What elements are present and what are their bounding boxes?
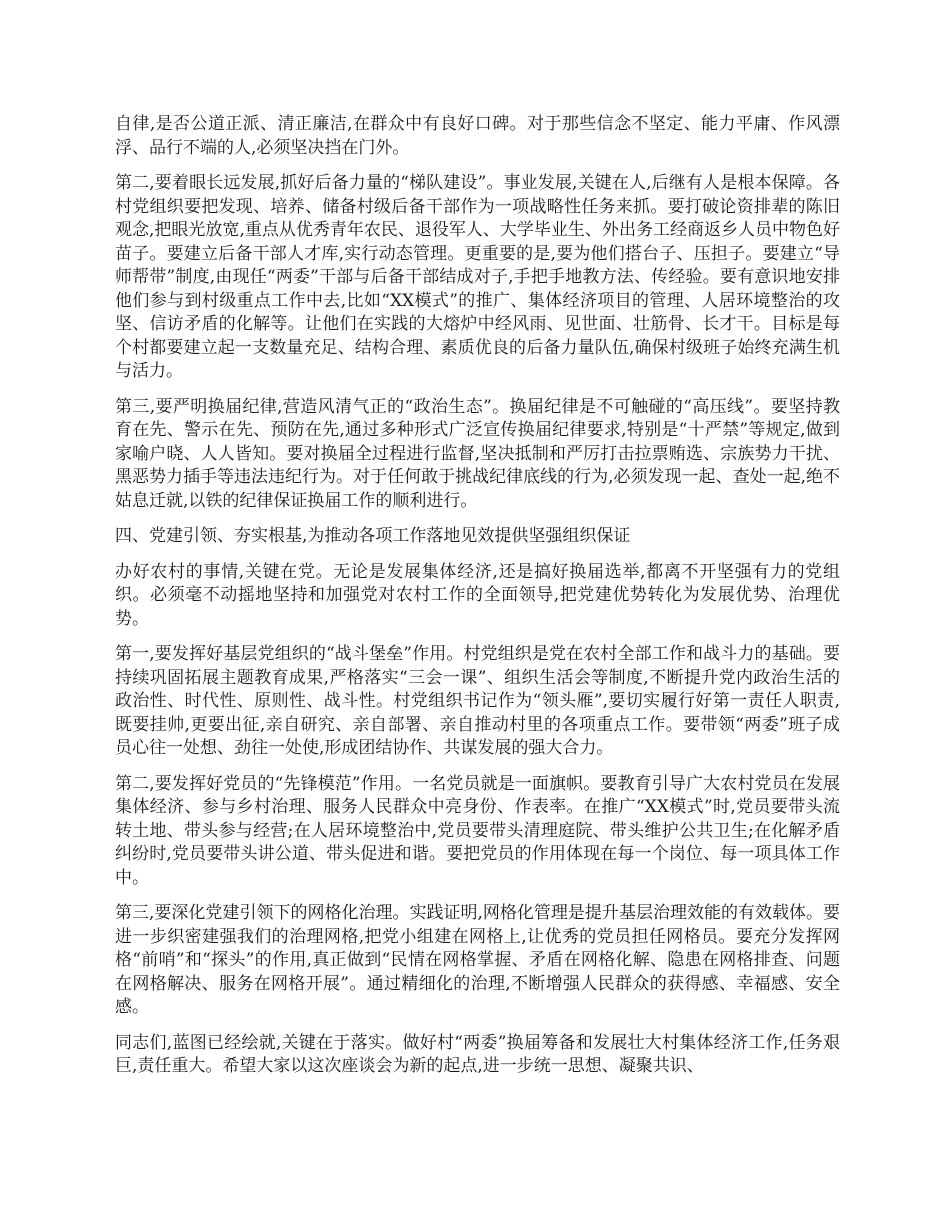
paragraph: 第一,要发挥好基层党组织的“战斗堡垒”作用。村党组织是党在农村全部工作和战斗力的基础。要持续巩固拓展主题教育成果,严格落实“三会一课”、组织生活会等制度,不断提升党内政治生活的政治性、时代性、原则性、战斗性。村党组织书记作为“领头雁”,要切实履行好第一责任人职责,既要挂帅,更要出征,亲自研究、亲自部署、亲自推动村里的各项重点工作。要带领“两委”班子成员心往一处想、劲往一处使,形成团结协作、共谋发展的强大合力。 <box>115 644 840 758</box>
paragraph: 第三,要严明换届纪律,营造风清气正的“政治生态”。换届纪律是不可触碰的“高压线”。要坚持教育在先、警示在先、预防在先,通过多种形式广泛宣传换届纪律要求,特别是“十严禁”等规定,做到家喻户晓、人人皆知。要对换届全过程进行监督,坚决抵制和严厉打击拉票贿选、宗族势力干扰、黑恶势力插手等违法违纪行为。对于任何敢于挑战纪律底线的行为,必须发现一起、查处一起,绝不姑息迁就,以铁的纪律保证换届工作的顺利进行。 <box>115 396 840 511</box>
paragraph: 第三,要深化党建引领下的网格化治理。实践证明,网格化管理是提升基层治理效能的有效载体。要进一步织密建强我们的治理网格,把党小组建在网格上,让优秀的党员担任网格员。要充分发挥网格“前哨”和“探头”的作用,真正做到“民情在网格掌握、矛盾在网格化解、隐患在网格排查、问题在网格解决、服务在网格开展”。通过精细化的治理,不断增强人民群众的获得感、幸福感、安全感。 <box>115 903 840 1017</box>
paragraph: 第二,要着眼长远发展,抓好后备力量的“梯队建设”。事业发展,关键在人,后继有人是根本保障。各村党组织要把发现、培养、储备村级后备干部作为一项战略性任务来抓。要打破论资排辈的陈旧观念,把眼光放宽,重点从优秀青年农民、退役军人、大学毕业生、外出务工经商返乡人员中物色好苗子。要建立后备干部人才库,实行动态管理。更重要的是,要为他们搭台子、压担子。要建立“导师帮带”制度,由现任“两委”干部与后备干部结成对子,手把手地教方法、传经验。要有意识地安排他们参与到村级重点工作中去,比如“XX模式”的推广、集体经济项目的管理、人居环境整治的攻坚、信访矛盾的化解等。让他们在实践的大熔炉中经风雨、见世面、壮筋骨、长才干。目标是每个村都要建立起一支数量充足、结构合理、素质优良的后备力量队伍,确保村级班子始终充满生机与活力。 <box>115 173 840 381</box>
paragraph: 办好农村的事情,关键在党。无论是发展集体经济,还是搞好换届选举,都离不开坚强有力的党组织。必须毫不动摇地坚持和加强党对农村工作的全面领导,把党建优势转化为发展优势、治理优势。 <box>115 561 840 629</box>
paragraph: 第二,要发挥好党员的“先锋模范”作用。一名党员就是一面旗帜。要教育引导广大农村党员在发展集体经济、参与乡村治理、服务人民群众中亮身份、作表率。在推广“XX模式”时,党员要带头流转土地、带头参与经营;在人居环境整治中,党员要带头清理庭院、带头维护公共卫生;在化解矛盾纠纷时,党员要带头讲公道、带头促进和谐。要把党员的作用体现在每一个岗位、每一项具体工作中。 <box>115 773 840 888</box>
paragraph: 自律,是否公道正派、清正廉洁,在群众中有良好口碑。对于那些信念不坚定、能力平庸、作风漂浮、品行不端的人,必须坚决挡在门外。 <box>115 114 840 158</box>
paragraph: 同志们,蓝图已经绘就,关键在于落实。做好村“两委”换届筹备和发展壮大村集体经济工作,任务艰巨,责任重大。希望大家以这次座谈会为新的起点,进一步统一思想、凝聚共识、 <box>115 1032 840 1076</box>
document-body <box>115 113 840 1091</box>
section-heading: 四、党建引领、夯实根基,为推动各项工作落地见效提供坚强组织保证 <box>115 526 631 546</box>
